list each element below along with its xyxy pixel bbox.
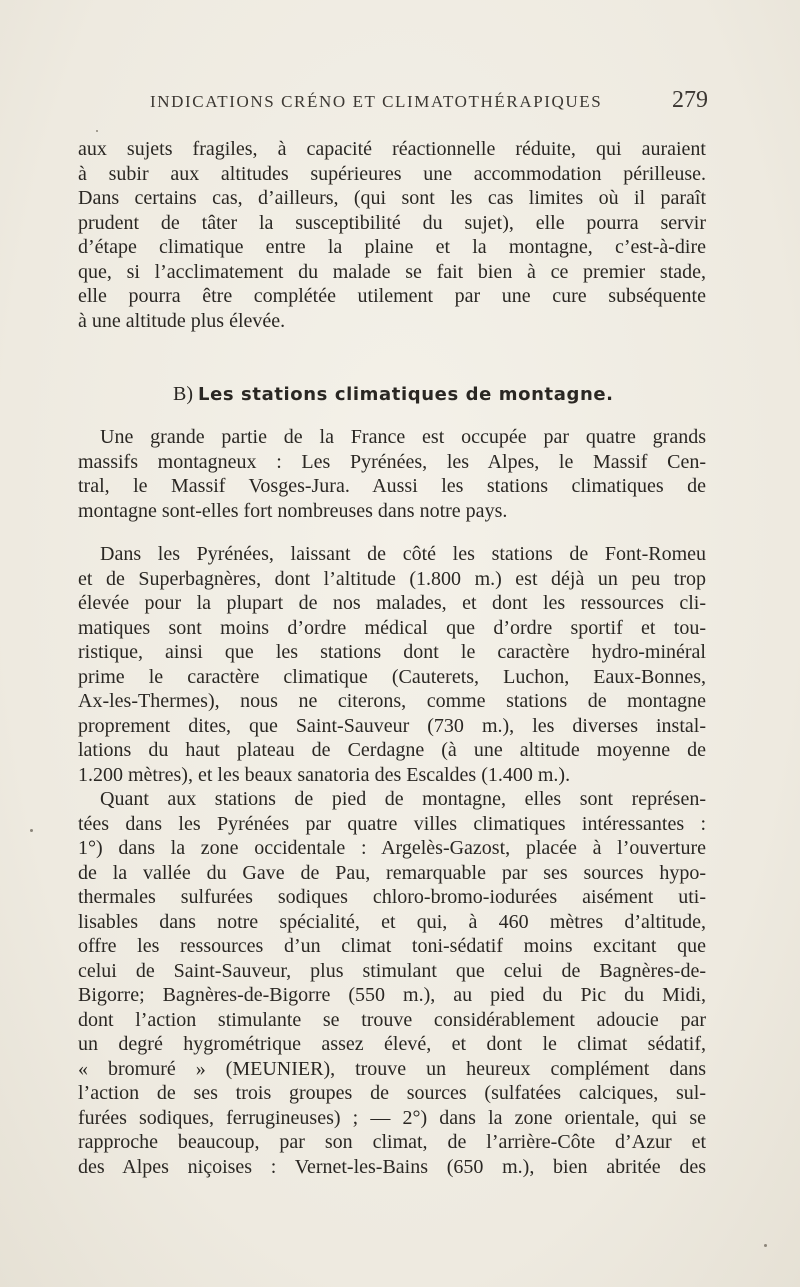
- section-heading: [173, 381, 614, 408]
- text-line: proprement dites, que Saint-Sauveur (730 m.), les diverses instal-: [78, 714, 706, 737]
- text-line: elle pourra être complétée utilement par une cure subséquente: [78, 285, 706, 307]
- text-line: à subir aux altitudes supérieures une accommodation périlleuse.: [78, 162, 706, 185]
- text-line: l’action de ses trois groupes de sources (sulfatées calciques, sul-: [78, 1082, 706, 1104]
- page-header: [150, 87, 710, 122]
- paper-speck: [764, 1244, 767, 1247]
- text-line: aux sujets fragiles, à capacité réactionnelle réduite, qui auraient: [78, 138, 706, 160]
- text-line: matiques sont moins d’ordre médical que d’ordre sportif et tou-: [78, 616, 706, 639]
- text-line: un degré hygrométrique assez élevé, et dont le climat sédatif,: [78, 1033, 706, 1055]
- text-line: lisables dans notre spécialité, et qui, à 460 mètres d’altitude,: [78, 910, 706, 933]
- text-line: tral, le Massif Vosges-Jura. Aussi les stations climatiques de: [78, 475, 706, 497]
- text-line: que, si l’acclimatement du malade se fait bien à ce premier stade,: [78, 260, 706, 283]
- text-line: à une altitude plus élevée.: [78, 309, 286, 332]
- paragraph-1: [78, 137, 706, 333]
- text-line: prudent de tâter la susceptibilité du sujet), elle pourra servir: [78, 211, 706, 234]
- text-line: Dans les Pyrénées, laissant de côté les stations de Font-Romeu: [100, 543, 706, 565]
- section-letter: B): [173, 383, 193, 405]
- text-line: élevée pour la plupart de nos malades, et dont les ressources cli-: [78, 592, 706, 614]
- text-line: Dans certains cas, d’ailleurs, (qui sont les cas limites où il paraît: [78, 187, 706, 209]
- text-line: furées sodiques, ferrugineuses) ; — 2°) dans la zone orientale, qui se: [78, 1106, 706, 1129]
- text-line: d’étape climatique entre la plaine et la montagne, c’est-à-dire: [78, 236, 706, 258]
- text-line: Une grande partie de la France est occupée par quatre grands: [100, 426, 706, 448]
- text-line: rapproche beaucoup, par son climat, de l’arrière-Côte d’Azur et: [78, 1131, 706, 1153]
- text-line: de la vallée du Gave de Pau, remarquable par ses sources hypo-: [78, 861, 706, 884]
- text-line: dont l’action stimulante se trouve considérablement adoucie par: [78, 1008, 706, 1031]
- paper-speck: [30, 829, 33, 832]
- text-line: montagne sont-elles fort nombreuses dans notre pays.: [78, 499, 508, 522]
- text-line: thermales sulfurées sodiques chloro-bromo-iodurées aisément uti-: [78, 886, 706, 908]
- text-line: 1°) dans la zone occidentale : Argelès-Gazost, placée à l’ouverture: [78, 837, 706, 859]
- paper-speck: [96, 130, 98, 132]
- paragraph-4: [78, 787, 706, 1179]
- text-line: Quant aux stations de pied de montagne, elles sont représen-: [100, 788, 706, 810]
- paragraph-3: [78, 542, 706, 787]
- text-line: Ax-les-Thermes), nous ne citerons, comme stations de montagne: [78, 690, 706, 712]
- text-line: celui de Saint-Sauveur, plus stimulant que celui de Bagnères-de-: [78, 959, 706, 982]
- section-title: Les stations climatiques de montagne.: [198, 384, 614, 405]
- running-title: INDICATIONS CRÉNO ET CLIMATOTHÉRAPIQUES: [150, 92, 603, 111]
- text-line: lations du haut plateau de Cerdagne (à une altitude moyenne de: [78, 739, 706, 761]
- paragraph-2: [78, 425, 706, 523]
- text-line: Bigorre; Bagnères-de-Bigorre (550 m.), au pied du Pic du Midi,: [78, 984, 706, 1006]
- text-line: ristique, ainsi que les stations dont le caractère hydro-minéral: [78, 641, 706, 663]
- text-line: offre les ressources d’un climat toni-sédatif moins excitant que: [78, 935, 706, 957]
- text-line: et de Superbagnères, dont l’altitude (1.800 m.) est déjà un peu trop: [78, 567, 706, 590]
- text-line: « bromuré » (MEUNIER), trouve un heureux complément dans: [78, 1057, 706, 1080]
- text-line: massifs montagneux : Les Pyrénées, les Alpes, le Massif Cen-: [78, 450, 706, 473]
- text-line: des Alpes niçoises : Vernet-les-Bains (650 m.), bien abritée des: [78, 1155, 706, 1178]
- text-line: tées dans les Pyrénées par quatre villes climatiques intéressantes :: [78, 812, 706, 835]
- text-line: prime le caractère climatique (Cauterets, Luchon, Eaux-Bonnes,: [78, 665, 706, 688]
- text-line: 1.200 mètres), et les beaux sanatoria des Escaldes (1.400 m.).: [78, 763, 571, 786]
- page-number: 279: [672, 87, 708, 113]
